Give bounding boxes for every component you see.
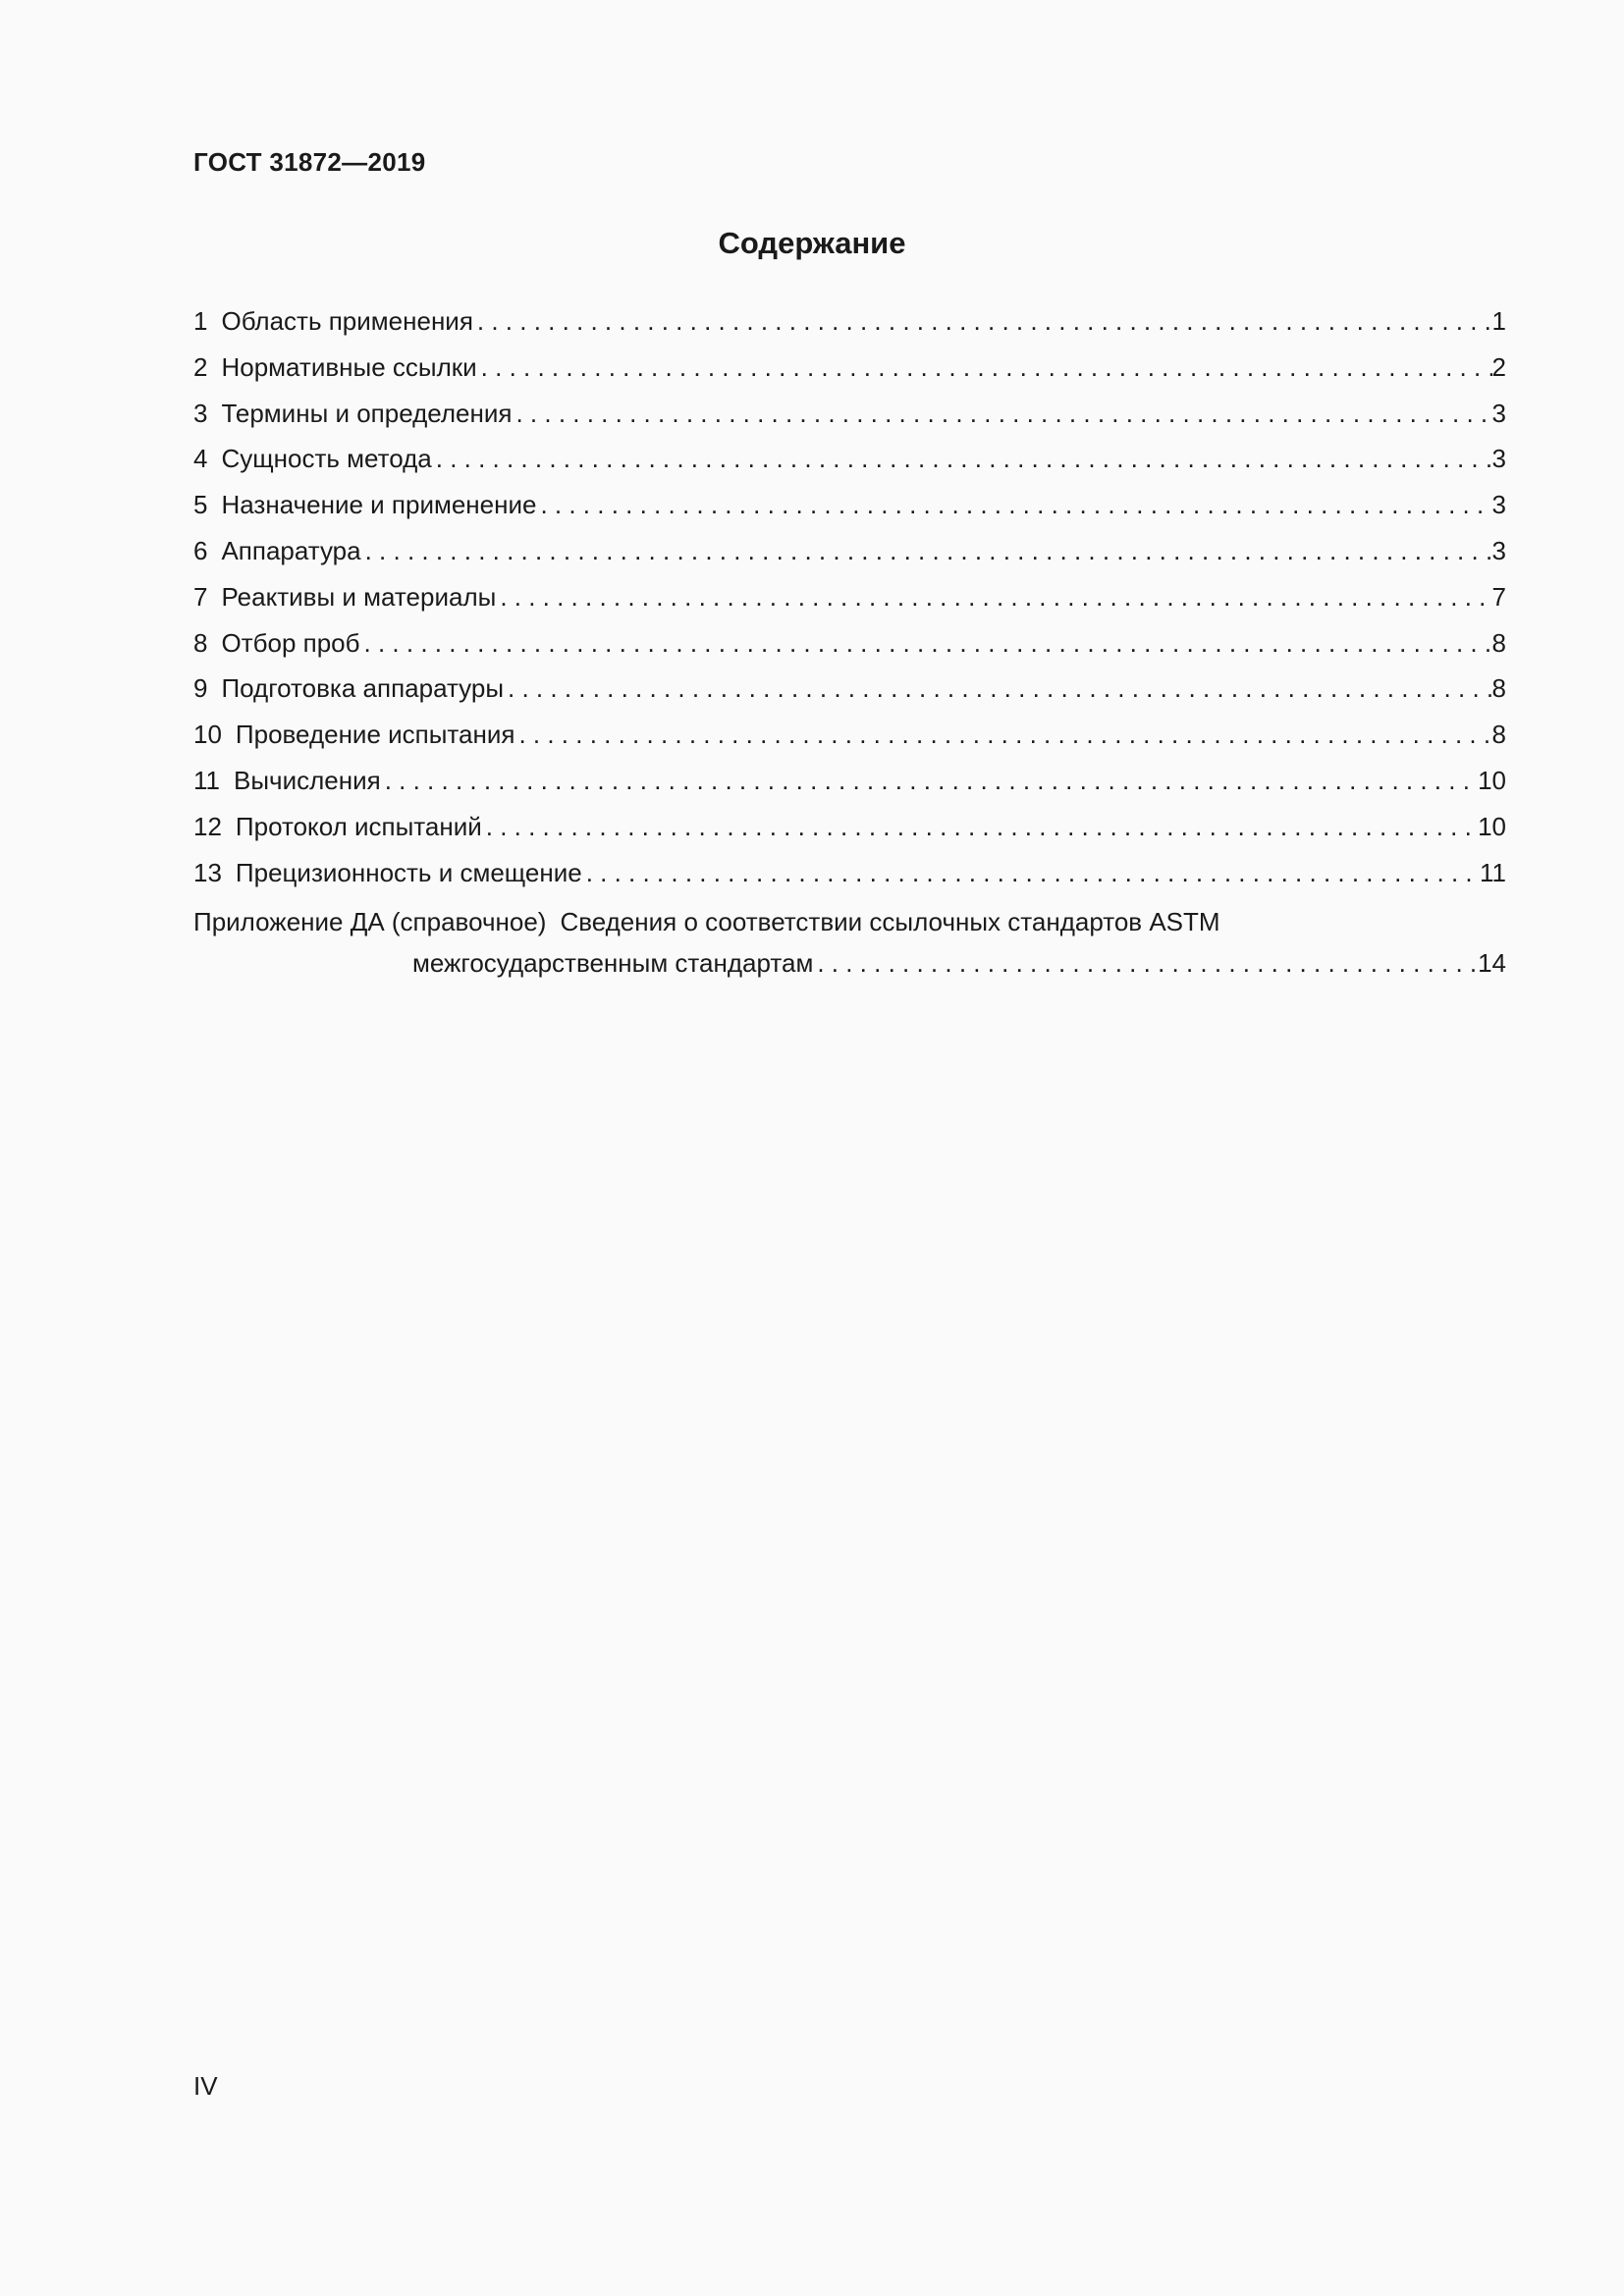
toc-leader-dots — [536, 490, 1491, 520]
toc-leader-dots — [482, 812, 1478, 842]
toc-entry-title: Сущность метода — [221, 444, 432, 474]
toc-entry-number: 12 — [193, 811, 222, 841]
toc-entry-number: 6 — [193, 535, 208, 565]
toc-entry[interactable] — [193, 673, 1506, 720]
annex-title-line1: Сведения о соответствии ссылочных стандартов ASTM — [560, 907, 1220, 937]
table-of-contents — [193, 306, 1506, 979]
toc-entry-number: 7 — [193, 581, 208, 612]
toc-entry-page: 3 — [1491, 535, 1506, 565]
annex-label: Приложение ДА (справочное) — [193, 907, 547, 937]
toc-entry-number: 4 — [193, 444, 208, 474]
toc-entry[interactable] — [193, 628, 1506, 674]
toc-entry-page: 3 — [1491, 398, 1506, 428]
toc-entry[interactable] — [193, 306, 1506, 352]
toc-entry[interactable] — [193, 536, 1506, 582]
toc-entry-page: 11 — [1480, 857, 1506, 887]
toc-entry-title: Назначение и применение — [221, 490, 537, 520]
toc-leader-dots — [813, 948, 1478, 979]
toc-entry-title: Вычисления — [234, 765, 381, 795]
page-title: Содержание — [718, 226, 906, 260]
toc-leader-dots — [477, 352, 1492, 383]
toc-entry-number: 11 — [193, 765, 220, 795]
toc-entry-title: Область применения — [221, 306, 473, 336]
toc-entry[interactable] — [193, 444, 1506, 490]
toc-leader-dots — [504, 673, 1492, 704]
toc-entry-title: Аппаратура — [221, 535, 361, 565]
toc-entry[interactable] — [193, 399, 1506, 445]
document-code: ГОСТ 31872—2019 — [193, 147, 426, 177]
toc-entry-number: 1 — [193, 306, 208, 336]
toc-entry-page: 7 — [1491, 581, 1506, 612]
toc-entry-number: 9 — [193, 673, 208, 704]
toc-leader-dots — [381, 766, 1478, 796]
toc-entry-page: 8 — [1491, 627, 1506, 658]
toc-entry-title: Реактивы и материалы — [221, 581, 497, 612]
toc-entry-page: 2 — [1491, 351, 1506, 382]
toc-entry[interactable] — [193, 766, 1506, 812]
toc-entry-page: 1 — [1491, 306, 1506, 336]
toc-leader-dots — [496, 582, 1491, 613]
toc-entry[interactable] — [193, 352, 1506, 399]
toc-entry[interactable] — [193, 812, 1506, 858]
toc-entry[interactable] — [193, 582, 1506, 628]
toc-entry-page: 10 — [1478, 811, 1506, 841]
annex-page: 14 — [1478, 948, 1506, 979]
toc-leader-dots — [361, 536, 1492, 566]
toc-entry-page: 3 — [1491, 444, 1506, 474]
toc-leader-dots — [432, 444, 1492, 474]
toc-entry-title: Проведение испытания — [235, 720, 515, 750]
toc-entry[interactable] — [193, 490, 1506, 536]
toc-entry-number: 10 — [193, 720, 222, 750]
page-number: IV — [193, 2071, 218, 2101]
toc-entry[interactable] — [193, 858, 1506, 904]
toc-entry-title: Отбор проб — [221, 627, 360, 658]
toc-entry-number: 8 — [193, 627, 208, 658]
toc-entry-title: Прецизионность и смещение — [235, 857, 582, 887]
toc-entry-title: Протокол испытаний — [235, 811, 482, 841]
toc-entry-page: 3 — [1491, 490, 1506, 520]
toc-entry-number: 2 — [193, 351, 208, 382]
toc-entry-number: 3 — [193, 398, 208, 428]
toc-entry-title: Нормативные ссылки — [221, 351, 477, 382]
toc-leader-dots — [473, 306, 1492, 337]
toc-entry-number: 13 — [193, 857, 222, 887]
annex-title-line2: межгосударственным стандартам — [412, 948, 814, 979]
toc-leader-dots — [514, 720, 1491, 750]
toc-entry-title: Термины и определения — [221, 398, 513, 428]
toc-entry-title: Подготовка аппаратуры — [221, 673, 505, 704]
toc-entry-page: 10 — [1478, 765, 1506, 795]
toc-leader-dots — [512, 399, 1491, 429]
toc-leader-dots — [360, 628, 1492, 659]
toc-entry-page: 8 — [1491, 673, 1506, 704]
toc-annex-entry[interactable] — [193, 907, 1506, 979]
toc-leader-dots — [582, 858, 1480, 888]
toc-entry-page: 8 — [1491, 720, 1506, 750]
toc-entry-number: 5 — [193, 490, 208, 520]
toc-entry[interactable] — [193, 720, 1506, 766]
